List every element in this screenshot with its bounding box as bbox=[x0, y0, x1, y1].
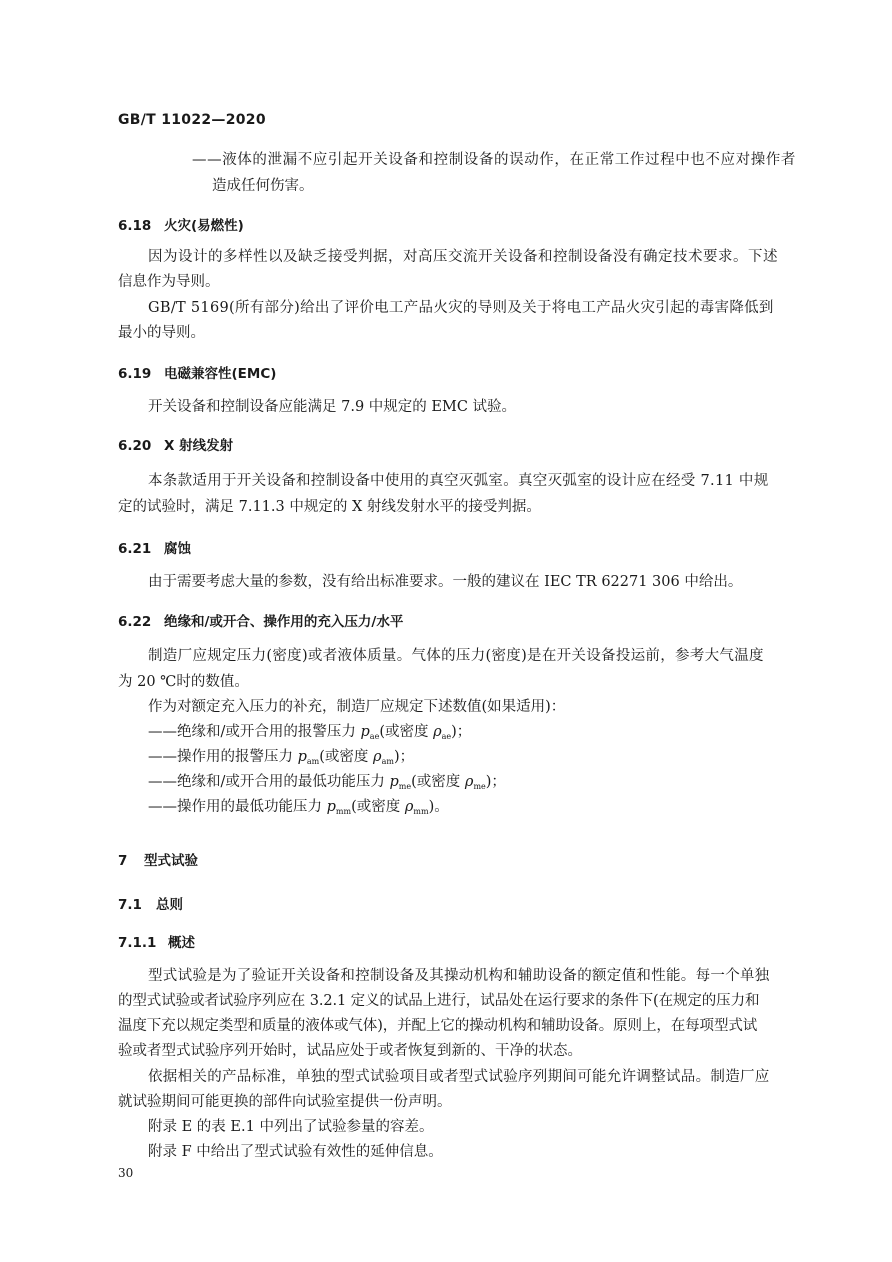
section-heading-6-19 bbox=[118, 362, 276, 382]
paragraph-liquid-leak-2: 造成任何伤害。 bbox=[212, 178, 314, 194]
section-title: 型式试验 bbox=[144, 853, 198, 869]
paragraph-type-tests-2b: 就试验期间可能更换的部件向试验室提供一份声明。 bbox=[118, 1094, 452, 1110]
section-number: 7.1.1 bbox=[118, 935, 157, 951]
section-title: 火灾(易燃性) bbox=[164, 218, 244, 234]
paragraph-liquid-leak-1: ——液体的泄漏不应引起开关设备和控制设备的误动作，在正常工作过程中也不应对操作者 bbox=[192, 152, 796, 168]
section-title: 绝缘和/或开合、操作用的充入压力/水平 bbox=[164, 614, 404, 630]
paragraph-type-tests-1d: 验或者型式试验序列开始时，试品应处于或者恢复到新的、干净的状态。 bbox=[118, 1043, 582, 1059]
paragraph-type-tests-4: 附录 F 中给出了型式试验有效性的延伸信息。 bbox=[148, 1144, 443, 1160]
section-heading-6-21 bbox=[118, 537, 191, 557]
paragraph-xray-1b: 定的试验时，满足 7.11.3 中规定的 X 射线发射水平的接受判据。 bbox=[118, 499, 541, 515]
section-heading-6-22 bbox=[118, 610, 403, 630]
list-item-min-insulation: ——绝缘和/或开合用的最低功能压力 $p_{me}$(或密度 $\rho_{me}$)； bbox=[148, 774, 506, 791]
list-item-alarm-insulation: ——绝缘和/或开合用的报警压力 $p_{ae}$(或密度 $\rho_{ae}$)； bbox=[148, 724, 472, 741]
list-item-min-operation: ——操作用的最低功能压力 $p_{mm}$(或密度 $\rho_{mm}$)。 bbox=[148, 799, 449, 816]
section-heading-6-18 bbox=[118, 214, 244, 234]
paragraph-fire-1a: 因为设计的多样性以及缺乏接受判据，对高压交流开关设备和控制设备没有确定技术要求。下述 bbox=[148, 249, 778, 265]
paragraph-filling-1b: 为 20 ℃时的数值。 bbox=[118, 674, 249, 690]
paragraph-filling-1a: 制造厂应规定压力(密度)或者液体质量。气体的压力(密度)是在开关设备投运前，参考大气温度 bbox=[148, 648, 764, 664]
page-number: 30 bbox=[118, 1166, 134, 1180]
section-title: 概述 bbox=[168, 935, 195, 951]
section-number: 6.20 bbox=[118, 438, 152, 454]
section-title: 总则 bbox=[156, 897, 183, 913]
section-heading-7 bbox=[118, 849, 198, 869]
section-title: 腐蚀 bbox=[164, 541, 191, 557]
paragraph-type-tests-2a: 依据相关的产品标准，单独的型式试验项目或者型式试验序列期间可能允许调整试品。制造厂应 bbox=[148, 1069, 770, 1085]
section-heading-7-1 bbox=[118, 893, 183, 913]
section-title: X 射线发射 bbox=[164, 438, 234, 454]
section-title: 电磁兼容性(EMC) bbox=[164, 366, 277, 382]
paragraph-xray-1a: 本条款适用于开关设备和控制设备中使用的真空灭弧室。真空灭弧室的设计应在经受 7.11 中规 bbox=[148, 473, 769, 489]
section-number: 6.22 bbox=[118, 614, 152, 630]
paragraph-filling-2: 作为对额定充入压力的补充，制造厂应规定下述数值(如果适用)： bbox=[148, 699, 566, 715]
section-number: 6.19 bbox=[118, 366, 152, 382]
standard-header: GB/T 11022—2020 bbox=[118, 112, 266, 128]
paragraph-type-tests-1b: 的型式试验或者试验序列应在 3.2.1 定义的试品上进行，试品处在运行要求的条件下(在规定的压力和 bbox=[118, 993, 760, 1009]
section-number: 7 bbox=[118, 853, 128, 869]
section-heading-7-1-1 bbox=[118, 931, 195, 951]
section-number: 6.18 bbox=[118, 218, 152, 234]
paragraph-fire-1b: 信息作为导则。 bbox=[118, 274, 220, 290]
section-number: 7.1 bbox=[118, 897, 142, 913]
paragraph-fire-2a: GB/T 5169(所有部分)给出了评价电工产品火灾的导则及关于将电工产品火灾引起的毒害降低到 bbox=[148, 300, 774, 316]
paragraph-type-tests-3: 附录 E 的表 E.1 中列出了试验参量的容差。 bbox=[148, 1119, 434, 1135]
paragraph-fire-2b: 最小的导则。 bbox=[118, 325, 205, 341]
paragraph-emc: 开关设备和控制设备应能满足 7.9 中规定的 EMC 试验。 bbox=[148, 399, 517, 415]
list-item-alarm-operation: ——操作用的报警压力 $p_{am}$(或密度 $\rho_{am}$)； bbox=[148, 749, 415, 766]
paragraph-type-tests-1a: 型式试验是为了验证开关设备和控制设备及其操动机构和辅助设备的额定值和性能。每一个单独 bbox=[148, 968, 770, 984]
section-number: 6.21 bbox=[118, 541, 152, 557]
section-heading-6-20 bbox=[118, 434, 233, 454]
paragraph-corrosion: 由于需要考虑大量的参数，没有给出标准要求。一般的建议在 IEC TR 62271 306 中给出。 bbox=[148, 574, 743, 590]
paragraph-type-tests-1c: 温度下充以规定类型和质量的液体或气体)，并配上它的操动机构和辅助设备。原则上，在每项型式试 bbox=[118, 1018, 758, 1034]
